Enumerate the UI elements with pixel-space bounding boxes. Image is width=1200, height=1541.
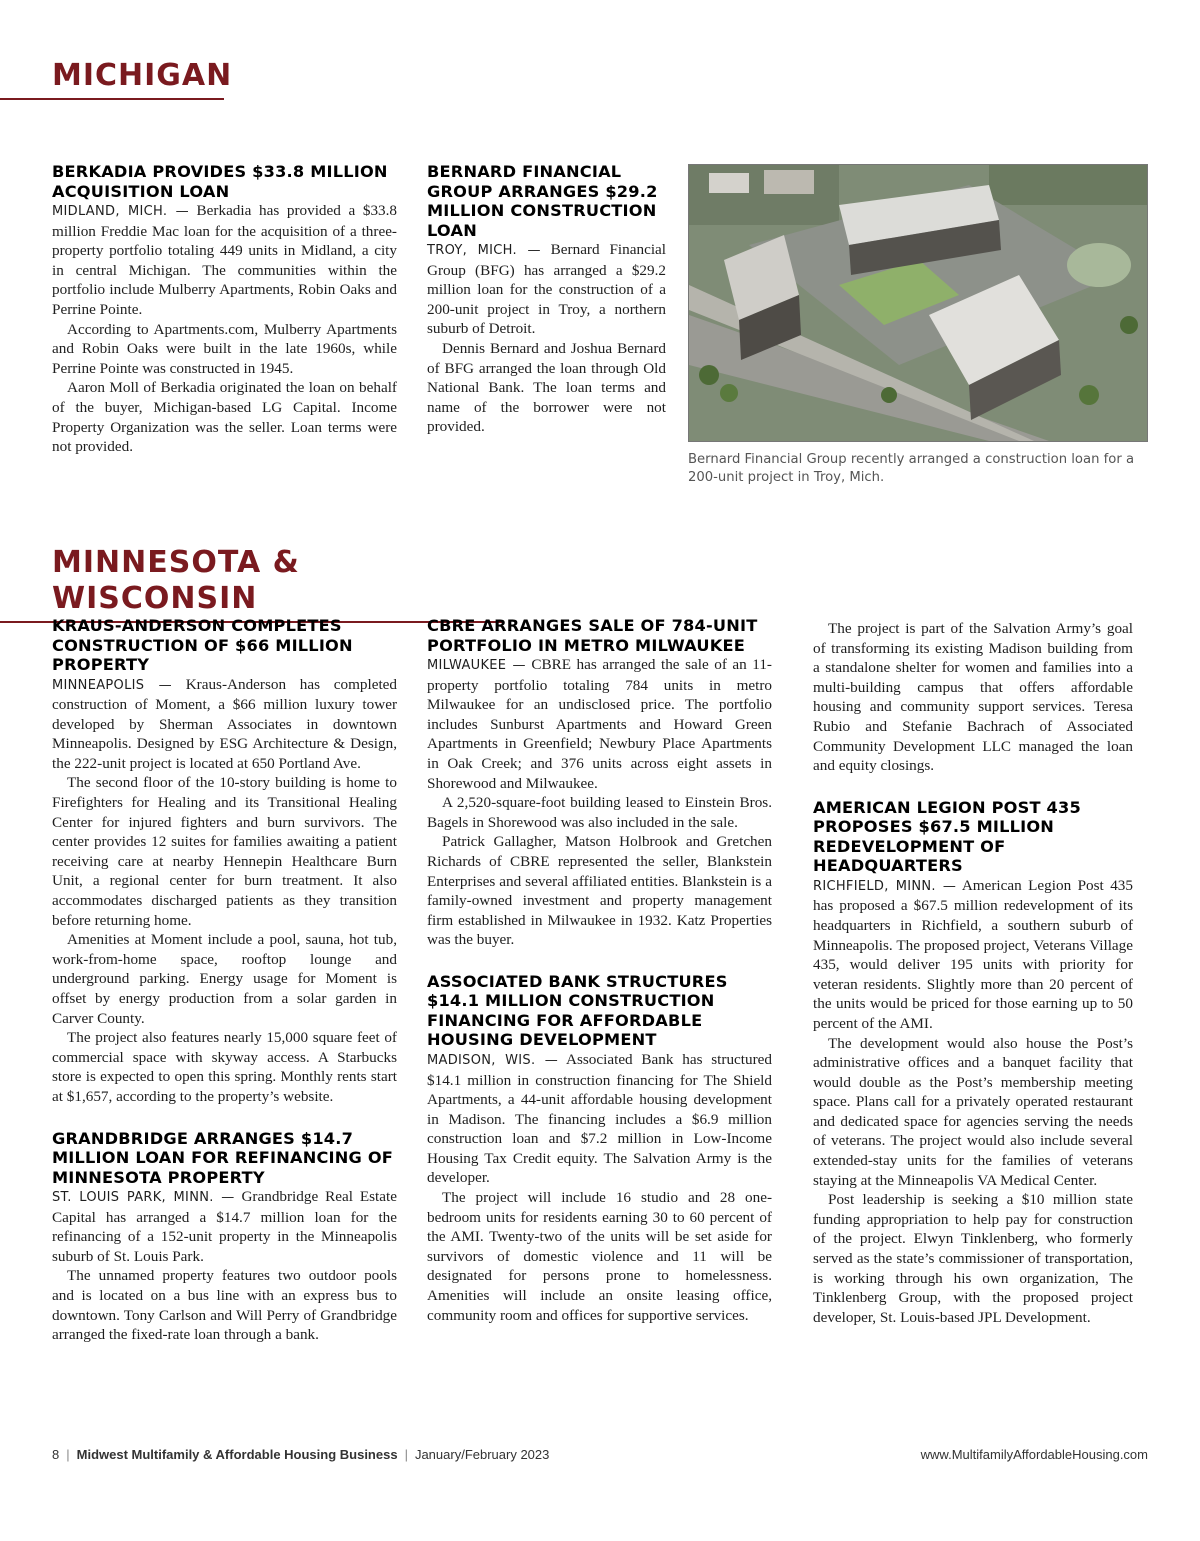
article-headline: BERKADIA PROVIDES $33.8 MILLION ACQUISITION LOAN: [52, 162, 388, 201]
article-associated-bank-continued: [813, 619, 1133, 776]
paragraph: The project will include 16 studio and 28 one-bedroom units for residents earning 30 to 60 percent of the AMI. Twenty-two of the units will be set aside for survivors of domestic violence and 11 will be designated for persons prone to homelessness. Amenities will include an onsite leasing office, community room and offices for supportive services.: [427, 1189, 772, 1324]
dateline: TROY, MICH. —: [427, 243, 541, 258]
paragraph: Bernard Financial Group (BFG) has arranged a $29.2 million loan for the construction of a 200-unit project in Troy, a northern suburb of Detroit.: [427, 241, 667, 338]
column-middle: [427, 616, 772, 1347]
article-headline: GRANDBRIDGE ARRANGES $14.7 MILLION LOAN FOR REFINANCING OF MINNESOTA PROPERTY: [52, 1128, 394, 1187]
section-title: MICHIGAN: [52, 58, 233, 93]
dateline: MADISON, WIS. —: [427, 1052, 559, 1068]
article-associated-bank: [427, 972, 772, 1325]
paragraph: Patrick Gallagher, Matson Holbrook and Gretchen Richards of CBRE represented the seller, Blankstein Enterprises and several affiliated entities. Blankstein is a family-owned investment and property management firm established in Milwaukee in 1932. Katz Properties was the buyer.: [427, 833, 772, 949]
paragraph: American Legion Post 435 has proposed a $67.5 million redevelopment of its headquarters in Richfield, a southern suburb of Minneapolis. The proposed project, Veterans Village 435, would deliver 195 units with priority for veteran residents. Slightly more than 20 percent of the units would be priced for those earning up to 50 percent of the AMI.: [813, 876, 1133, 1032]
article-body: [813, 876, 1133, 1328]
dateline: MILWAUKEE —: [427, 658, 526, 673]
dateline: RICHFIELD, MINN. —: [813, 878, 957, 894]
paragraph: Aaron Moll of Berkadia originated the loan on behalf of the buyer, Michigan-based LG Capital. Income Property Organization was the seller. Loan terms were not provided.: [52, 379, 397, 456]
paragraph: Post leadership is seeking a $10 million state funding appropriation to help pay for construction of the project. Elwyn Tinklenberg, who formerly served as the state’s commissioner of transportation, is working through his own organization, The Tinklenberg Group, with the proposed project developer, St. Louis-based JPL Development.: [813, 1191, 1133, 1326]
paragraph: The development would also house the Post’s administrative offices and a banquet facility that would double as the Post’s membership meeting space. Plans call for a privately operated restaurant and dedicated space for agencies serving the needs of veterans. The project would also include several extended-stay units for the families of veterans staying at the Minneapolis VA Medical Center.: [813, 1034, 1133, 1189]
dateline: MIDLAND, MICH. —: [52, 204, 189, 219]
article-body: [427, 1050, 772, 1325]
article-body: [427, 655, 772, 950]
section-header-minnesota-wisconsin: [0, 545, 502, 623]
article-berkadia: [52, 162, 397, 457]
section-header-michigan: [0, 58, 233, 100]
paragraph: Dennis Bernard and Joshua Bernard of BFG arranged the loan through Old National Bank. The loan terms and name of the borrower were not provided.: [427, 339, 666, 436]
photo-caption: Bernard Financial Group recently arranged a construction loan for a 200-unit project in Troy, Mich.: [688, 452, 1135, 485]
article-body: [52, 201, 397, 457]
paragraph: The unnamed property features two outdoor pools and is located on a bus line with an express bus to downtown. Tony Carlson and Will Perry of Grandbridge arranged the fixed-rate loan through a bank.: [52, 1267, 397, 1344]
article-grandbridge: [52, 1129, 397, 1345]
paragraph: Associated Bank has structured $14.1 million in construction financing for The Shield Apartments, a 44-unit affordable housing development in Madison. The financing includes a $6.9 million construction loan and $7.2 million in Low-Income Housing Tax Credit equity. The Salvation Army is the developer.: [427, 1050, 772, 1187]
paragraph: CBRE has arranged the sale of an 11-property portfolio totaling 784 units in metro Milwaukee for an undisclosed price. The portfolio includes Sunburst Apartments and Howard Green Apartments in Greenfield; Newbury Place Apartments in Oak Creek; and 376 units across eight assets in Shorewood and Milwaukee.: [427, 656, 772, 792]
section-title: MINNESOTA & WISCONSIN: [52, 545, 300, 616]
footer-left: 8 | Midwest Multifamily & Affordable Housing Business | January/February 2023: [52, 1447, 550, 1462]
paragraph: The second floor of the 10-story building is home to Firefighters for Healing and its Transitional Healing Center for injured fighters and burn survivors. The center provides 12 suites for families awaiting a patient receiving care at nearby Hennepin Healthcare Burn Unit, a regional center for burn treatment. It also accommodates discharged patients as they transition before returning home.: [52, 774, 397, 929]
issue-date: January/February 2023: [414, 1447, 550, 1462]
footer-website[interactable]: [921, 1447, 1148, 1462]
article-body: [52, 1187, 397, 1345]
article-headline: AMERICAN LEGION POST 435 PROPOSES $67.5 MILLION REDEVELOPMENT OF HEADQUARTERS: [813, 797, 1081, 876]
paragraph: Berkadia has provided a $33.8 million Freddie Mac loan for the acquisition of a three-property portfolio totaling 449 units in Midland, a city in central Michigan. The communities within the portfolio include Mulberry Apartments, Robin Oaks and Perrine Pointe.: [52, 202, 398, 318]
paragraph: The project also features nearly 15,000 square feet of commercial space with skyway access. A Starbucks store is expected to open this spring. Monthly rents start at $1,657, according to the property’s website.: [52, 1029, 397, 1105]
article-body: [813, 619, 1133, 776]
article-american-legion: [813, 798, 1133, 1328]
article-headline: ASSOCIATED BANK STRUCTURES $14.1 MILLION CONSTRUCTION FINANCING FOR AFFORDABLE HOUSING DEVELOPMENT: [427, 971, 728, 1050]
paragraph: According to Apartments.com, Mulberry Apartments and Robin Oaks were built in the late 1960s, while Perrine Pointe was constructed in 1945.: [52, 320, 397, 377]
column-left: [52, 616, 397, 1367]
article-headline: CBRE ARRANGES SALE OF 784-UNIT PORTFOLIO IN METRO MILWAUKEE: [427, 616, 758, 655]
article-cbre: [427, 616, 772, 950]
paragraph: Grandbridge Real Estate Capital has arranged a $14.7 million loan for the refinancing of a 152-unit property in the Minneapolis suburb of St. Louis Park.: [52, 1188, 397, 1265]
article-headline: BERNARD FINANCIAL GROUP ARRANGES $29.2 MILLION CONSTRUCTION LOAN: [427, 162, 658, 240]
paragraph: A 2,520-square-foot building leased to Einstein Bros. Bagels in Shorewood was also included in the sale.: [427, 794, 772, 831]
article-body: [427, 240, 666, 437]
column-right: [813, 619, 1133, 1349]
aerial-rendering-photo: [688, 164, 1148, 442]
paragraph: Amenities at Moment include a pool, sauna, hot tub, work-from-home space, rooftop lounge and underground parking. Energy usage for Moment is offset by energy production from a solar garden in Carver County.: [52, 931, 397, 1027]
dateline: MINNEAPOLIS —: [52, 677, 172, 693]
dateline: ST. LOUIS PARK, MINN. —: [52, 1190, 235, 1206]
paragraph: Kraus-Anderson has completed construction of Moment, a $66 million luxury tower developed by Sherman Associates in downtown Minneapolis. Designed by ESG Architecture & Design, the 222-unit project is located at 650 Portland Ave.: [52, 675, 397, 772]
website-link[interactable]: www.MultifamilyAffordableHousing.com: [920, 1447, 1148, 1462]
publication-name: Midwest Multifamily & Affordable Housing Business: [76, 1447, 398, 1462]
article-body: [52, 675, 397, 1107]
article-headline: KRAUS-ANDERSON COMPLETES CONSTRUCTION OF $66 MILLION PROPERTY: [52, 616, 353, 674]
article-bernard: [427, 162, 666, 437]
paragraph: The project is part of the Salvation Army’s goal of transforming its existing Madison building from a standalone shelter for women and families into a multi-building campus that offers affordable housing and community support services. Teresa Rubio and Stefanie Bachrach of Associated Community Development LLC managed the loan and equity closings.: [813, 620, 1133, 775]
article-kraus-anderson: [52, 616, 397, 1107]
page-number: 8: [52, 1447, 60, 1462]
